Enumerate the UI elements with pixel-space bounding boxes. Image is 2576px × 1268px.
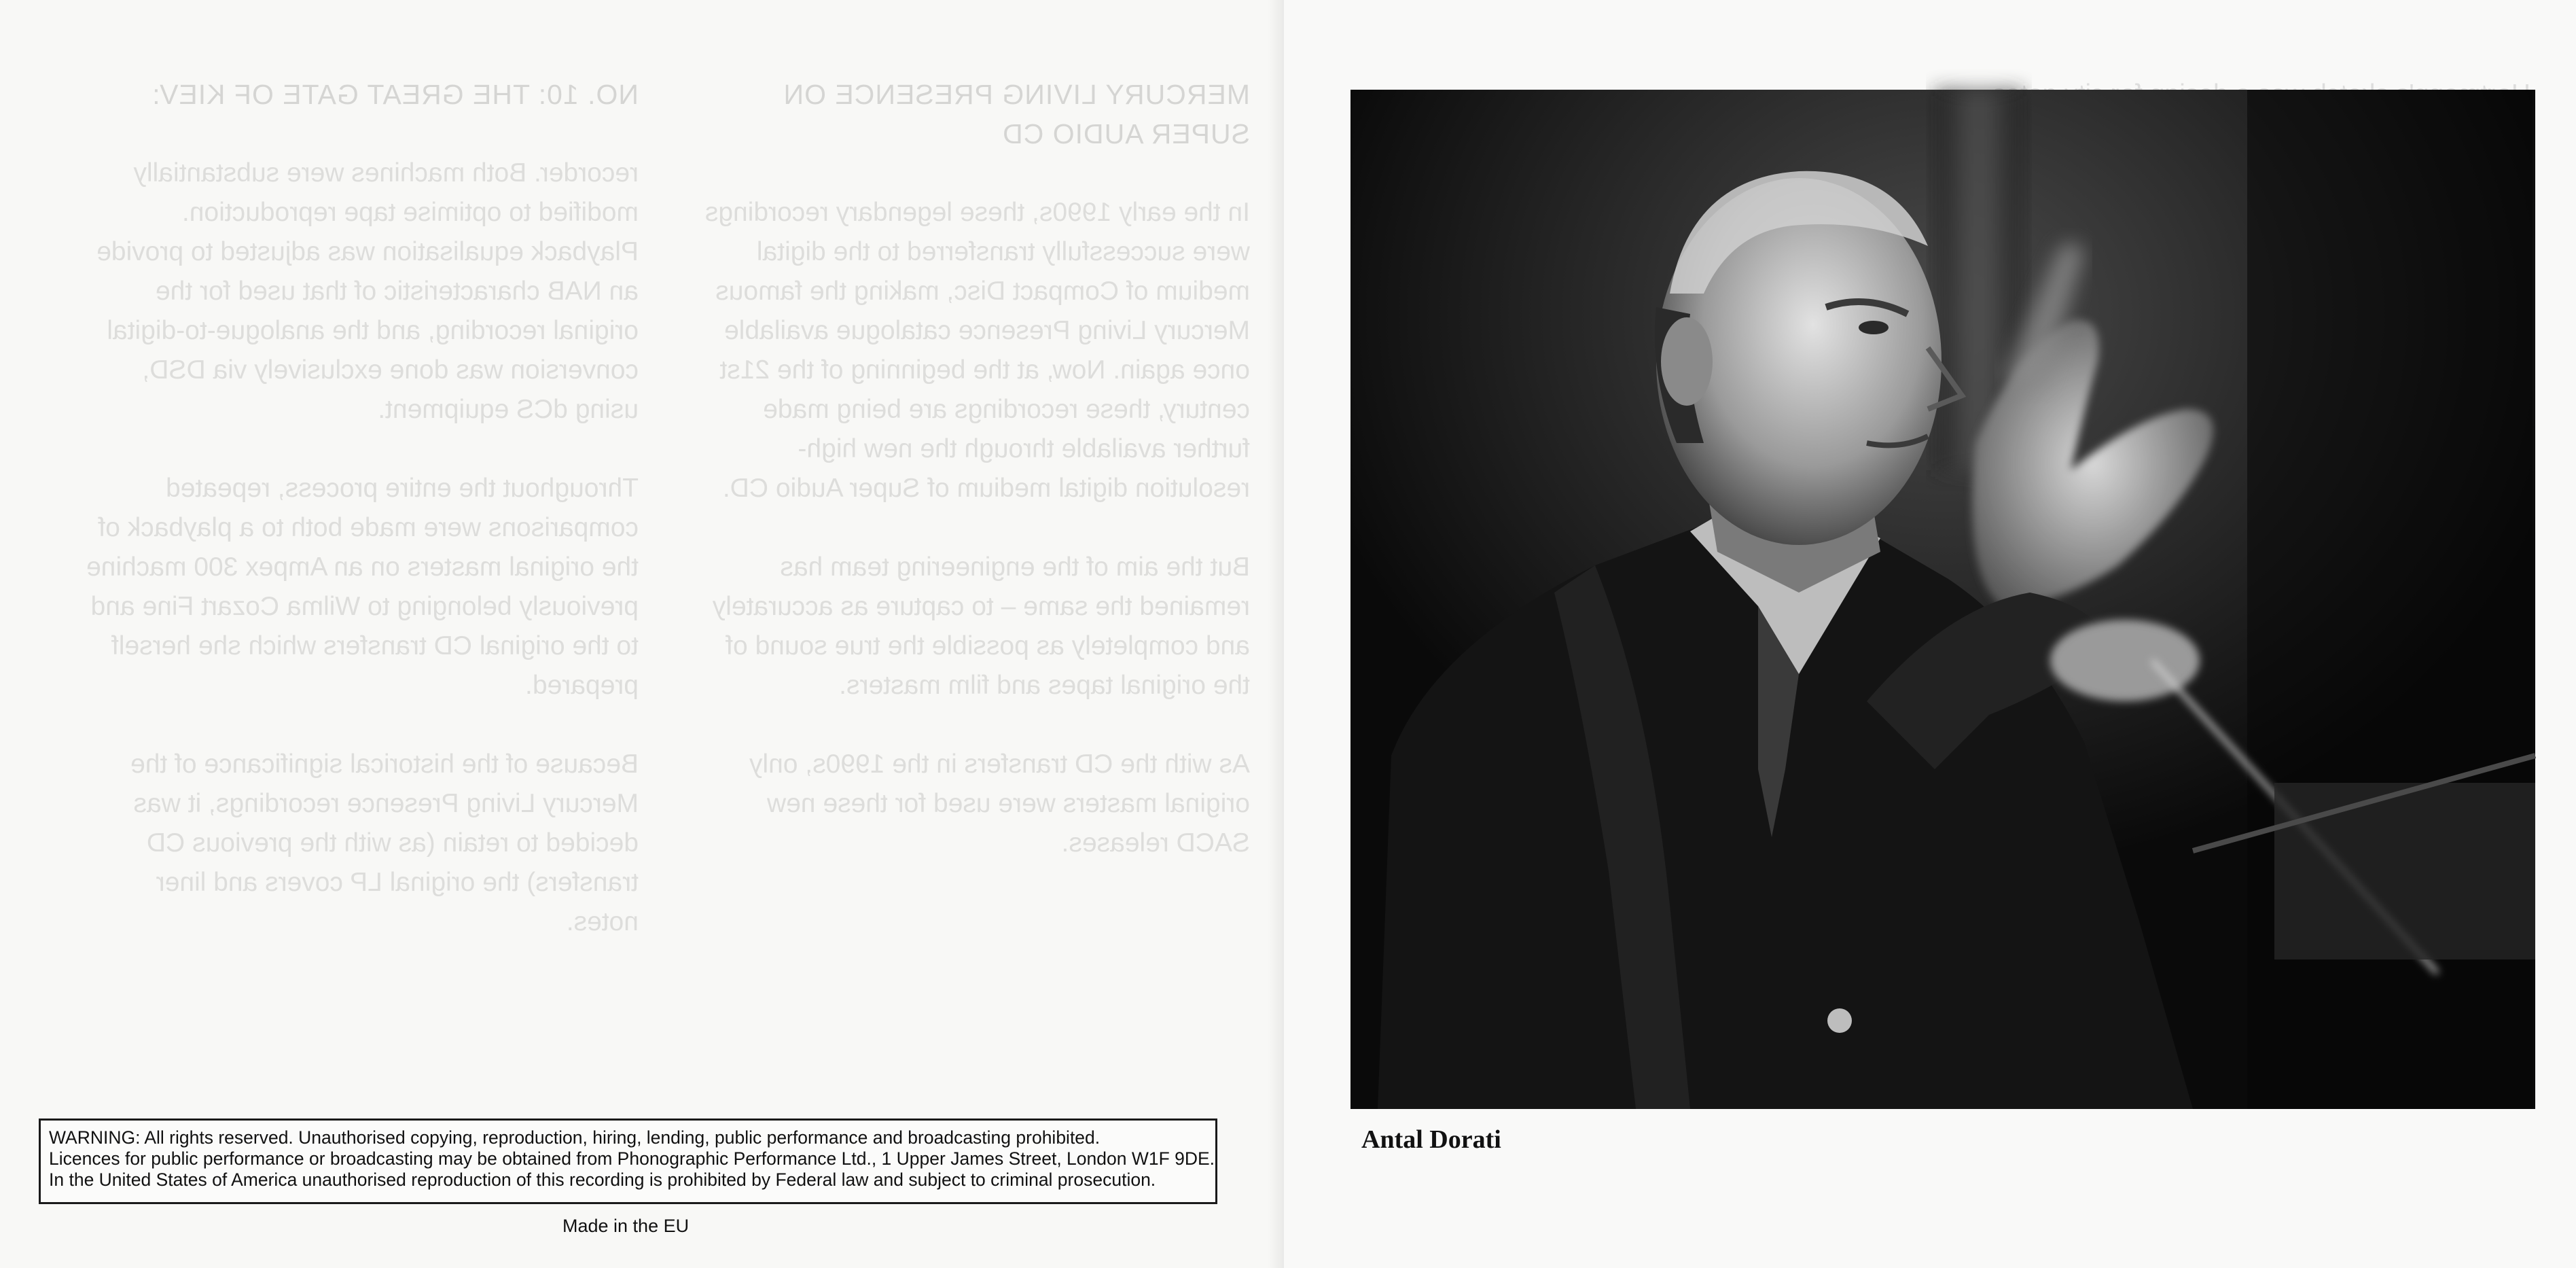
bleed-paragraph: As with the CD transfers in the 1990s, only original masters were used for these new SACD releases.: [749, 750, 1250, 858]
bleed-heading: MERCURY LIVING PRESENCE ON SUPER AUDIO CD: [783, 79, 1250, 149]
bleed-through-text: [54, 0, 1250, 1142]
made-in-label: Made in the EU: [562, 1216, 690, 1236]
photo-caption: Antal Dorati: [1361, 1125, 1501, 1154]
warning-line-2: Licences for public performance or broadcasting may be obtained from Phonographic Performance Ltd., 1 Upper James Street, London W1F 9DE.: [49, 1148, 1215, 1169]
bleed-column-b: [82, 75, 639, 981]
bleed-through-text-right: [1335, 0, 2530, 95]
bleed-paragraph: Throughout the entire process, repeated comparisons were made both to a playback of the original masters on an Ampex 300 machine previously belonging to Wilma Cozart Fine and to the original CD transfers which she herself prepared.: [86, 474, 639, 700]
warning-line-1: WARNING: All rights reserved. Unauthorised copying, reproduction, hiring, lending, public performance and broadcasting prohibited.: [49, 1127, 1101, 1148]
bleed-paragraph: But the aim of the engineering team has remained the same – to capture as accurately and completely as possible the true sound of the original tapes and film masters.: [712, 552, 1250, 700]
conductor-photo: [1350, 90, 2535, 1109]
bleed-paragraph: In the early 1990s, these legendary recordings were successfully transferred to the digital medium of Compact Disc, making the famous Mercury Living Presence catalogue available once again. Now, at the beginning of the 21st century, these recordings are being made further available through the new high-resolution digital medium of Super Audio CD.: [704, 198, 1250, 503]
copyright-warning-box: [39, 1119, 1217, 1204]
warning-line-3: In the United States of America unauthorised reproduction of this recording is prohibited by Federal law and subject to criminal prosecution.: [49, 1169, 1156, 1190]
left-page: [0, 0, 1284, 1268]
bleed-column-a: [693, 75, 1250, 902]
conductor-photo-illustration: [1350, 90, 2535, 1109]
bleed-paragraph: recorder. Both machines were substantially modified to optimise tape reproduction. Playback equalisation was adjusted to provide an NAB characteristic of that used for the original recording, and the analogue-to-digital conversion was done exclusively via DSD, using dCS equipment.: [96, 158, 639, 424]
bleed-paragraph: Because of the historical significance of the Mercury Living Presence recordings, it was decided to retain (as with the previous CD transfers) the original LP covers and liner notes.: [130, 750, 639, 936]
bleed-heading: NO. 10: THE GREAT GATE OF KIEV:: [151, 79, 639, 110]
